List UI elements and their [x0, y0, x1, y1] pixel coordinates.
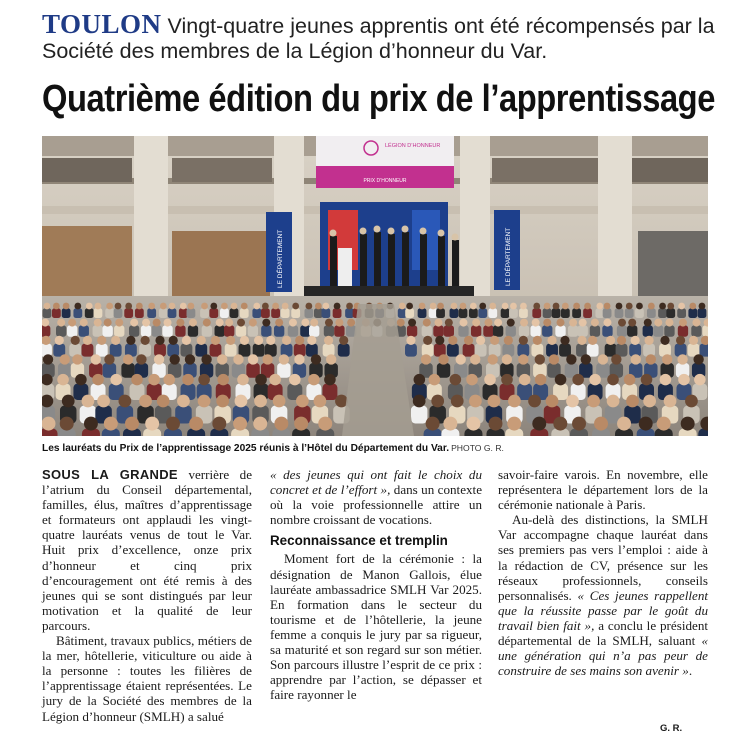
kicker: [42, 9, 722, 64]
paragraph-3-continued: savoir-faire varois. En novembre, elle représentera le département lors de la cérémonie nationale à Paris.: [498, 467, 708, 513]
banner-left-text: LE DÉPARTEMENT: [277, 229, 284, 288]
jury-quote: « des jeunes qui ont fait le choix du concret et de l’effort »,: [270, 467, 482, 498]
closing-quote: « une génération qui n’a pas peur de construire de ses mains son avenir »: [498, 633, 708, 679]
paragraph-2-continued-text: dans un contexte où la voie professionnelle attire un nombre croissant de vocations.: [270, 482, 482, 528]
caption-text: Les lauréats du Prix de l’apprentissage 2025 réunis à l’Hôtel du Département du Var.: [42, 443, 450, 454]
paragraph-4-end: .: [688, 663, 693, 679]
paragraph-1: [42, 467, 252, 633]
smlh-quote: « Ces jeunes rappellent que la réussite passe par le goût du travail bien fait »,: [498, 587, 709, 633]
paragraph-4-text-a: Au-delà des distinctions, la SMLH Var accompagne chaque lauréat dans ses premiers pas vers l’emploi : aide à la rédaction de CV, présence sur les réseaux professionnels, conseils personnalisés.: [498, 512, 708, 603]
city-name: TOULON: [42, 9, 162, 39]
paragraph-4: [498, 512, 708, 678]
lead-in: SOUS LA GRANDE: [42, 467, 178, 482]
paragraph-4-text-b: a conclu le président départemental de la SMLH, saluant: [498, 617, 709, 649]
screen-title: LÉGION D’HONNEUR: [385, 143, 441, 149]
screen-subtitle: PRIX D’HONNEUR: [363, 178, 407, 184]
ceremony-photo: [42, 136, 708, 436]
section-subheading: Reconnaissance et tremplin: [270, 533, 448, 549]
paragraph-2-continued: [270, 467, 482, 527]
article-column-1: [42, 467, 252, 724]
headline: Quatrième édition du prix de l’apprentissage: [42, 78, 715, 120]
banner-right-text: LE DÉPARTEMENT: [505, 227, 512, 286]
author-signature: G. R.: [660, 723, 683, 734]
photo-credit: PHOTO G. R.: [451, 443, 504, 453]
kicker-text: Vingt-quatre jeunes apprentis ont été récompensés par la Société des membres de la Légion d’honneur du Var.: [42, 14, 715, 63]
paragraph-3: Moment fort de la cérémonie : la désignation de Manon Gallois, élue lauréate ambassadrice SMLH Var 2025. En formation dans le secteur du tourisme et de l’hôtellerie, la jeune femme a conquis le jury par sa rigueur, sa maturité et son regard sur son métier. Son parcours illustre l’esprit de ce prix : apprendre par l’action, se dépasser et faire rayonner le: [270, 551, 482, 703]
article-column-2: [270, 467, 482, 702]
photo-caption: [42, 443, 722, 454]
paragraph-2: Bâtiment, travaux publics, métiers de la mer, hôtellerie, viticulture ou aide à la personne : toutes les filières de l’apprentissage étaient représentées. Le jury de la Société des membres de la Légion d’honneur (SMLH) a salué: [42, 633, 252, 724]
paragraph-1-text: verrière de l’atrium du Conseil départemental, familles, élus, maîtres d’apprentissage et formateurs ont applaudi les vingt-quatre lauréats venus de tout le Var. Huit prix d’excellence, onze prix d’honneur et cinq prix d’encouragement ont été remis à des jeunes qui se sont distingués par leur motivation et la qualité de leur parcours.: [42, 467, 253, 633]
article-column-3: [498, 467, 708, 678]
